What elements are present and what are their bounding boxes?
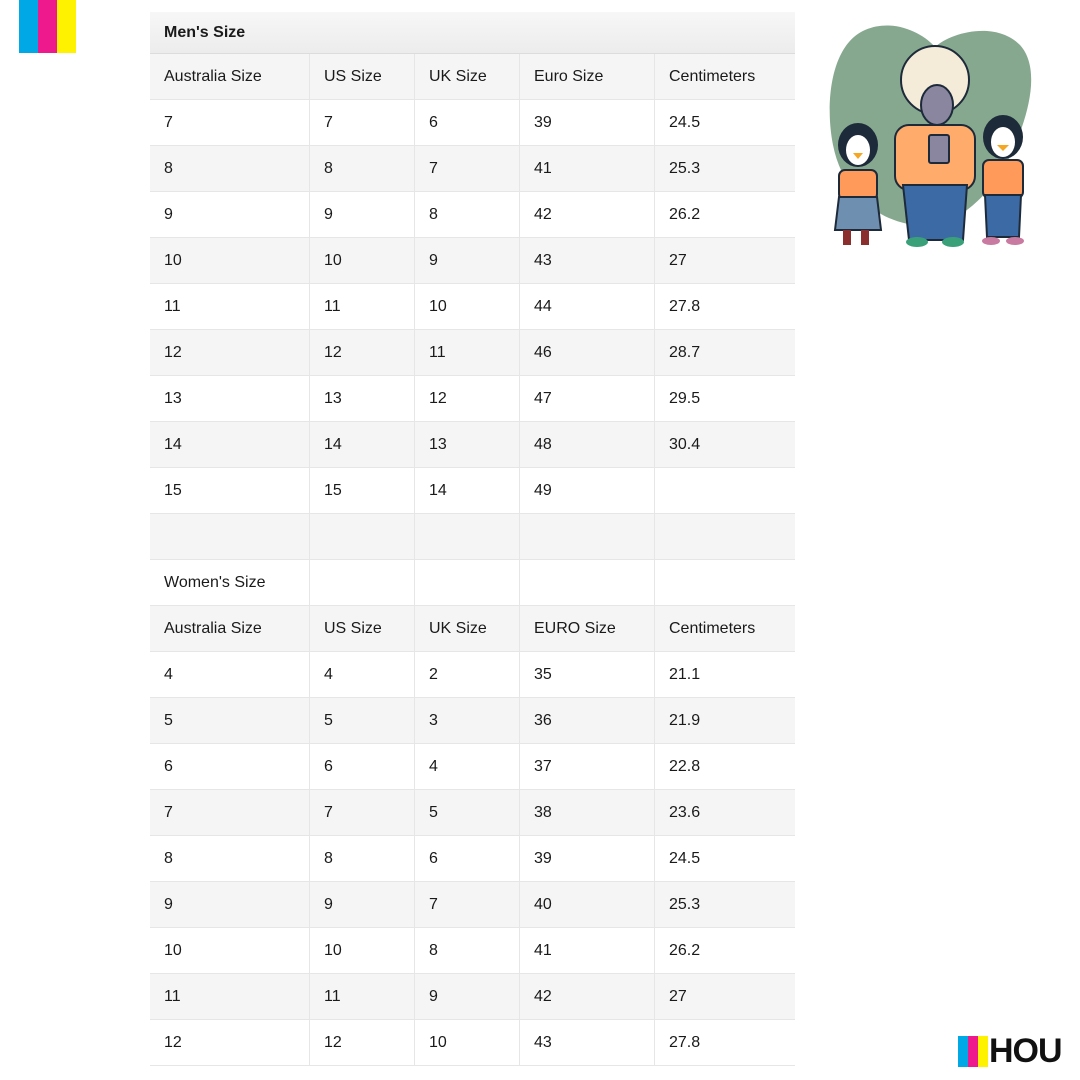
table-cell: 8 [415, 928, 520, 973]
table-cell: 8 [310, 146, 415, 191]
table-cell: 44 [520, 284, 655, 329]
table-cell: 11 [310, 284, 415, 329]
mens-size-title-row [150, 12, 795, 54]
table-row [150, 100, 795, 146]
support-team-illustration [825, 25, 1045, 250]
table-cell: 10 [415, 1020, 520, 1065]
table-row [150, 1020, 795, 1066]
logo-stripe-yellow [978, 1036, 988, 1067]
table-cell: 5 [310, 698, 415, 743]
table-row [150, 238, 795, 284]
table-cell: 37 [520, 744, 655, 789]
table-cell: 9 [150, 882, 310, 927]
table-header-row [150, 54, 795, 100]
table-cell: 5 [415, 790, 520, 835]
table-cell: 27 [669, 251, 687, 269]
brand-stripes-logo [19, 0, 76, 53]
table-cell: 39 [520, 100, 655, 145]
table-cell: 14 [150, 422, 310, 467]
table-cell: 8 [310, 836, 415, 881]
table-cell: 12 [150, 1020, 310, 1065]
table-cell: 9 [150, 192, 310, 237]
table-cell: 11 [150, 284, 310, 329]
table-cell: 7 [310, 790, 415, 835]
table-cell: 23.6 [669, 803, 701, 821]
table-row [150, 330, 795, 376]
table-row [150, 744, 795, 790]
logo-stripe-cyan [958, 1036, 968, 1067]
table-cell: 38 [520, 790, 655, 835]
table-cell: 15 [150, 468, 310, 513]
table-cell: 43 [520, 238, 655, 283]
table-cell: 48 [520, 422, 655, 467]
table-cell: 12 [310, 1020, 415, 1065]
table-cell: 13 [415, 422, 520, 467]
table-cell [415, 514, 520, 559]
table-cell: 9 [415, 238, 520, 283]
table-row [150, 468, 795, 514]
table-cell [520, 514, 655, 559]
table-cell: 14 [310, 422, 415, 467]
table-cell: 26.2 [669, 941, 701, 959]
table-cell [520, 560, 655, 605]
table-header-cell: UK Size [415, 606, 520, 651]
table-cell: 4 [310, 652, 415, 697]
penguin-left [835, 123, 881, 245]
brand-stripe-cyan [19, 0, 38, 53]
table-cell: 10 [150, 928, 310, 973]
logo-text: HOU [989, 1031, 1062, 1070]
table-header-cell: EURO Size [520, 606, 655, 651]
table-cell: 10 [310, 238, 415, 283]
table-cell: 26.2 [669, 205, 701, 223]
table-cell: 30.4 [669, 435, 701, 453]
table-cell: 6 [150, 744, 310, 789]
table-row [150, 376, 795, 422]
table-cell: 49 [520, 468, 655, 513]
spacer-row [150, 514, 795, 560]
table-header-cell: Centimeters [669, 619, 756, 637]
table-cell: 24.5 [669, 113, 701, 131]
table-cell: 42 [520, 974, 655, 1019]
table-cell: 39 [520, 836, 655, 881]
table-row [150, 284, 795, 330]
table-cell: 9 [310, 192, 415, 237]
table-cell: 9 [310, 882, 415, 927]
table-row [150, 146, 795, 192]
table-cell: 8 [150, 146, 310, 191]
table-cell: 21.9 [669, 711, 701, 729]
table-cell [150, 514, 310, 559]
table-cell: 36 [520, 698, 655, 743]
table-header-cell: Centimeters [669, 67, 756, 85]
table-cell: 27.8 [669, 297, 701, 315]
table-cell: 4 [150, 652, 310, 697]
table-cell: 12 [415, 376, 520, 421]
brand-stripe-magenta [38, 0, 57, 53]
table-header-cell: UK Size [415, 54, 520, 99]
table-cell: 10 [150, 238, 310, 283]
table-cell: 47 [520, 376, 655, 421]
mens-size-title: Men's Size [164, 23, 246, 41]
table-header-cell: US Size [310, 54, 415, 99]
table-cell: 12 [310, 330, 415, 375]
table-cell [655, 514, 795, 559]
womens-size-title: Women's Size [150, 560, 310, 605]
table-row [150, 882, 795, 928]
table-row [150, 928, 795, 974]
table-header-cell: Euro Size [520, 54, 655, 99]
table-cell: 5 [150, 698, 310, 743]
table-cell: 11 [415, 330, 520, 375]
table-cell: 10 [310, 928, 415, 973]
table-cell: 13 [310, 376, 415, 421]
logo-stripes [958, 1036, 988, 1067]
table-row [150, 790, 795, 836]
table-row [150, 698, 795, 744]
table-cell: 7 [150, 790, 310, 835]
table-cell: 8 [415, 192, 520, 237]
table-cell: 40 [520, 882, 655, 927]
table-cell: 24.5 [669, 849, 701, 867]
table-cell [310, 560, 415, 605]
table-cell: 41 [520, 146, 655, 191]
table-header-cell: US Size [310, 606, 415, 651]
table-cell: 41 [520, 928, 655, 973]
table-cell: 8 [150, 836, 310, 881]
table-cell: 7 [310, 100, 415, 145]
table-cell: 2 [415, 652, 520, 697]
table-cell: 6 [310, 744, 415, 789]
table-cell: 7 [415, 146, 520, 191]
table-header-row [150, 606, 795, 652]
table-cell: 29.5 [669, 389, 701, 407]
brand-stripe-yellow [57, 0, 76, 53]
table-cell: 42 [520, 192, 655, 237]
table-cell: 7 [150, 100, 310, 145]
table-cell [415, 560, 520, 605]
table-cell: 46 [520, 330, 655, 375]
table-cell: 21.1 [669, 665, 701, 683]
table-header-cell: Australia Size [150, 606, 310, 651]
table-cell: 12 [150, 330, 310, 375]
table-cell: 10 [415, 284, 520, 329]
woman-center [895, 46, 975, 247]
table-header-cell: Australia Size [150, 54, 310, 99]
table-row [150, 652, 795, 698]
table-cell: 11 [310, 974, 415, 1019]
womens-size-title-row [150, 560, 795, 606]
table-row [150, 192, 795, 238]
table-cell [655, 468, 795, 513]
table-cell: 22.8 [669, 757, 701, 775]
table-cell: 6 [415, 100, 520, 145]
table-cell [310, 514, 415, 559]
table-cell: 11 [150, 974, 310, 1019]
size-chart-table [150, 12, 795, 1066]
table-cell: 13 [150, 376, 310, 421]
table-cell: 15 [310, 468, 415, 513]
table-row [150, 422, 795, 468]
womens-size-section [150, 606, 795, 1066]
table-row [150, 974, 795, 1020]
table-cell: 35 [520, 652, 655, 697]
table-cell [655, 560, 795, 605]
logo-stripe-magenta [968, 1036, 978, 1067]
table-cell: 14 [415, 468, 520, 513]
table-cell: 28.7 [669, 343, 701, 361]
table-cell: 25.3 [669, 159, 701, 177]
table-cell: 4 [415, 744, 520, 789]
table-cell: 9 [415, 974, 520, 1019]
penguin-right [982, 115, 1024, 245]
hou-logo [958, 1031, 1062, 1070]
table-cell: 27.8 [669, 1033, 701, 1051]
table-cell: 25.3 [669, 895, 701, 913]
table-row [150, 836, 795, 882]
mens-size-section [150, 54, 795, 514]
table-cell: 27 [669, 987, 687, 1005]
table-cell: 6 [415, 836, 520, 881]
table-cell: 3 [415, 698, 520, 743]
table-cell: 43 [520, 1020, 655, 1065]
table-cell: 7 [415, 882, 520, 927]
